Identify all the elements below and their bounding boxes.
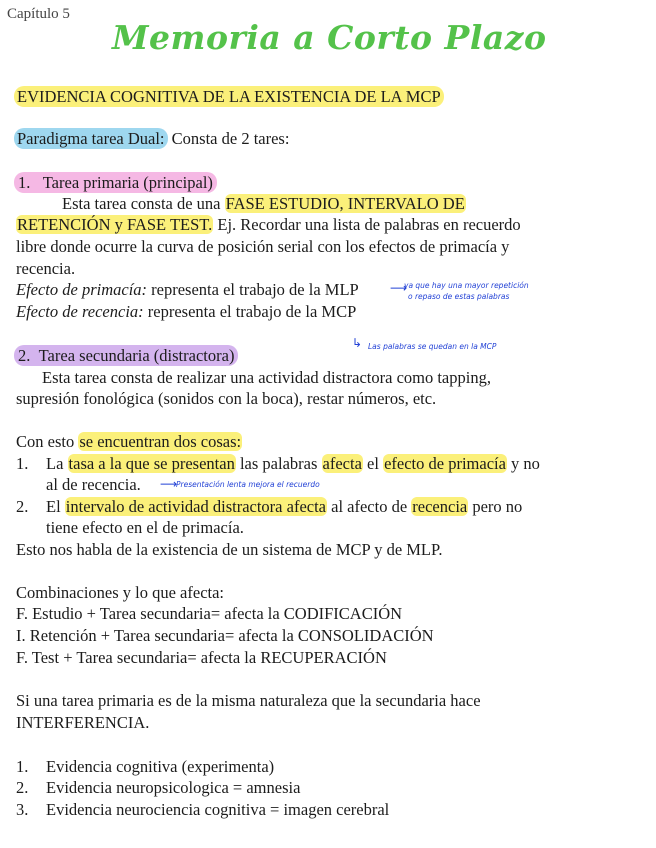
finding-2-line-2: tiene efecto en el de primacía.: [46, 518, 244, 537]
finding-2-text-b: al afecto de: [327, 497, 412, 516]
recency-effect-label: Efecto de recencia:: [16, 302, 144, 321]
finding-1-number: 1.: [16, 454, 29, 473]
evidence-item: Evidencia neuropsicologica = amnesia: [46, 778, 301, 797]
interference-line-1: Si una tarea primaria es de la misma naturaleza que la secundaria hace: [16, 691, 481, 710]
interference-line-2: INTERFERENCIA.: [16, 713, 150, 732]
section-heading: [14, 86, 444, 108]
combination-line: I. Retención + Tarea secundaria= afecta la CONSOLIDACIÓN: [16, 626, 434, 645]
primacy-note-line-2: o repaso de estas palabras: [408, 292, 510, 301]
secondary-line-1: Esta tarea consta de realizar una actividad distractora como tapping,: [42, 368, 491, 387]
paradigm-label: Paradigma tarea Dual:: [14, 128, 168, 149]
evidence-number: 2.: [16, 778, 29, 797]
primary-line-1-pre: Esta tarea consta de una: [62, 194, 225, 213]
finding-1-text-d: y no: [506, 454, 540, 473]
evidence-number: 1.: [16, 757, 29, 776]
finding-2-highlight-recency: recencia: [412, 497, 468, 516]
finding-2-line-1: [46, 496, 522, 518]
primary-line-4: recencia.: [16, 259, 76, 278]
evidence-number: 3.: [16, 800, 29, 819]
primary-line-1: [62, 193, 466, 215]
section-heading-text: EVIDENCIA COGNITIVA DE LA EXISTENCIA DE LA MCP: [14, 86, 444, 107]
finding-2-number: 2.: [16, 497, 29, 516]
secondary-line-2: supresión fonológica (sonidos con la boca), restar números, etc.: [16, 389, 437, 408]
primacy-note-arrow-icon: ⟶: [390, 281, 408, 295]
secondary-task-label: Tarea secundaria (distractora): [38, 346, 235, 365]
combination-line: F. Test + Tarea secundaria= afecta la RECUPERACIÓN: [16, 648, 387, 667]
evidence-item: Evidencia cognitiva (experimenta): [46, 757, 275, 776]
recency-effect-text: representa el trabajo de la MCP: [143, 302, 357, 321]
finding-1-text-b: las palabras: [235, 454, 322, 473]
primary-task-label: Tarea primaria (principal): [42, 173, 213, 192]
chapter-label: Capítulo 5: [7, 6, 70, 22]
primacy-note-line-1: ya que hay una mayor repetición: [404, 281, 529, 290]
primary-line-2-rest: Ej. Recordar una lista de palabras en recuerdo: [213, 215, 521, 234]
primary-task-heading: [14, 172, 217, 194]
primacy-effect-text: representa el trabajo de la MLP: [147, 280, 359, 299]
page-title: Memoria a Corto Plazo: [112, 18, 547, 57]
findings-intro-highlight: se encuentran dos cosas:: [79, 432, 242, 451]
recency-effect-line: [16, 301, 356, 323]
primary-line-2: [16, 214, 521, 236]
combinations-heading: Combinaciones y lo que afecta:: [16, 583, 225, 602]
primary-line-3: libre donde ocurre la curva de posición serial con los efectos de primacía y: [16, 237, 510, 256]
evidence-item: Evidencia neurociencia cognitiva = imagen cerebral: [46, 800, 390, 819]
primacy-effect-line: [16, 279, 359, 301]
findings-intro-pre: Con esto: [16, 432, 79, 451]
paradigm-rest: Consta de 2 tares:: [167, 129, 290, 148]
finding-2-text-c: pero no: [468, 497, 523, 516]
recency-note-arrow-icon: ↳: [352, 336, 363, 350]
rate-note-arrow-icon: ⟶: [160, 477, 178, 491]
findings-conclusion: Esto nos habla de la existencia de un sistema de MCP y de MLP.: [16, 540, 443, 559]
finding-1-highlight-primacy: efecto de primacía: [384, 454, 506, 473]
finding-2-text-a: El: [46, 497, 65, 516]
primacy-effect-label: Efecto de primacía:: [16, 280, 148, 299]
recency-note: Las palabras se quedan en la MCP: [368, 342, 497, 351]
primary-line-1-highlight: FASE ESTUDIO, INTERVALO DE: [225, 194, 465, 213]
finding-1-line-2: al de recencia.: [46, 475, 141, 494]
finding-1-highlight-rate: tasa a la que se presentan: [68, 454, 235, 473]
finding-1-highlight-affects: afecta: [322, 454, 362, 473]
finding-1-text-c: el: [362, 454, 384, 473]
finding-1-line-1: [46, 453, 540, 475]
findings-intro: [16, 431, 242, 453]
finding-1-text-a: La: [46, 454, 68, 473]
secondary-task-heading: [14, 345, 238, 367]
paradigm-line: [14, 128, 289, 150]
secondary-task-number: 2.: [18, 346, 31, 365]
rate-note: Presentación lenta mejora el recuerdo: [176, 480, 320, 489]
finding-2-highlight-interval: intervalo de actividad distractora afecta: [65, 497, 326, 516]
primary-line-2-highlight: RETENCIÓN y FASE TEST.: [17, 215, 213, 234]
combination-line: F. Estudio + Tarea secundaria= afecta la CODIFICACIÓN: [16, 604, 403, 623]
primary-task-number: 1.: [18, 173, 31, 192]
